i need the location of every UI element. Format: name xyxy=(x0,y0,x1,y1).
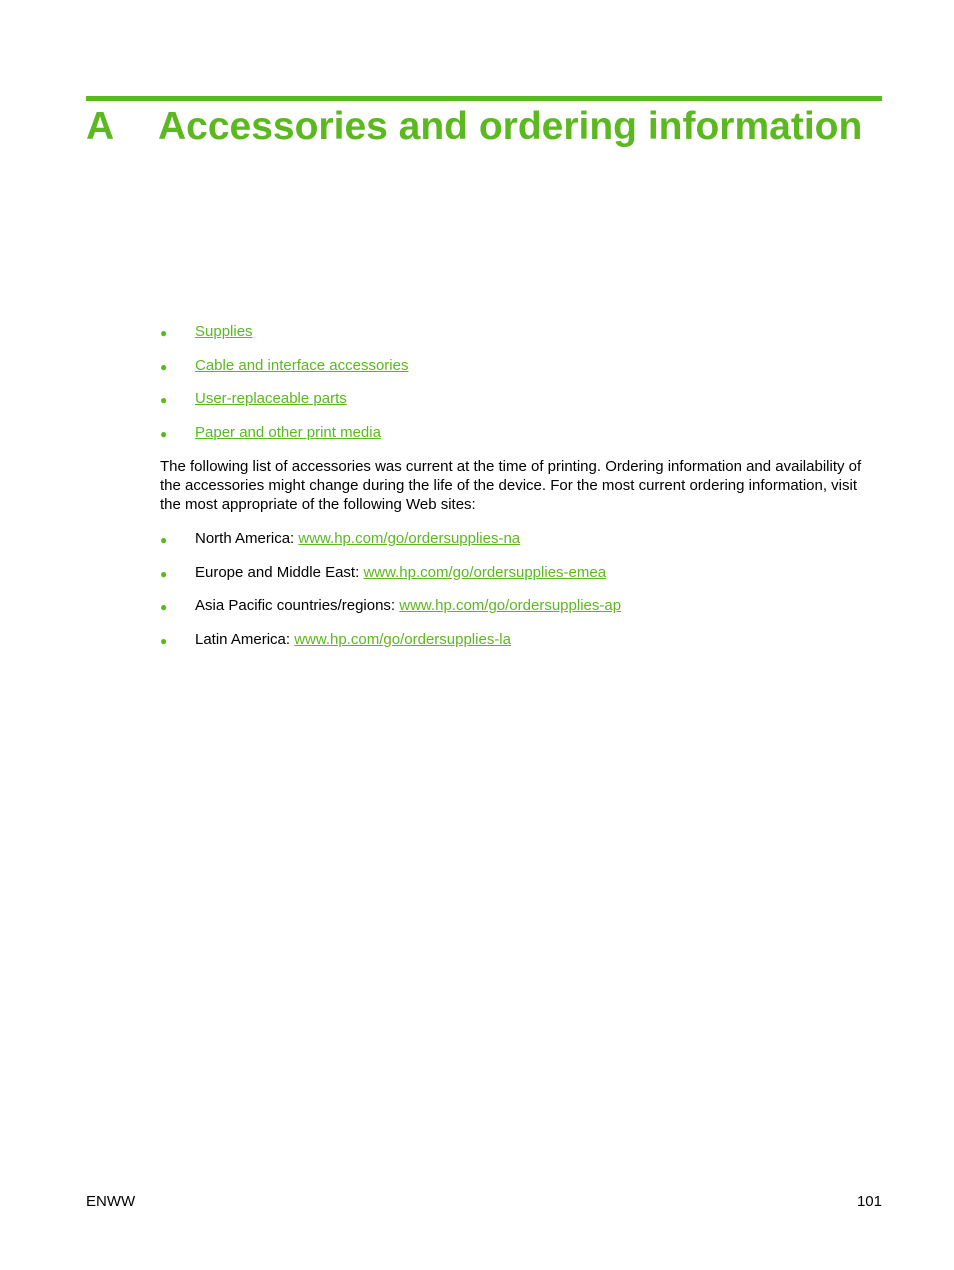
link-ordersupplies-emea[interactable]: www.hp.com/go/ordersupplies-emea xyxy=(363,563,607,581)
chapter-rule xyxy=(86,96,882,101)
list-item xyxy=(160,424,882,458)
region-label: Asia Pacific countries/regions: xyxy=(195,597,400,615)
bullet-icon: ● xyxy=(160,359,168,374)
link-user-replaceable-parts[interactable]: User-replaceable parts xyxy=(195,390,347,408)
topic-link-list xyxy=(160,323,882,458)
link-supplies[interactable]: Supplies xyxy=(195,323,253,340)
region-label: North America: xyxy=(195,530,299,547)
chapter-letter: A xyxy=(86,105,115,148)
list-item xyxy=(160,631,882,665)
list-item xyxy=(160,357,882,391)
bullet-icon: ● xyxy=(160,600,168,615)
bullet-icon: ● xyxy=(160,533,168,547)
region-label: Europe and Middle East: xyxy=(195,563,364,581)
bullet-icon: ● xyxy=(160,634,168,649)
link-paper-and-other-print-media[interactable]: Paper and other print media xyxy=(195,424,381,442)
region-entry xyxy=(195,597,621,615)
footer-doc-code: ENWW xyxy=(86,1193,136,1210)
bullet-icon: ● xyxy=(160,566,168,581)
footer-page-number: 101 xyxy=(856,1193,882,1210)
region-entry xyxy=(195,564,606,582)
list-item xyxy=(160,530,882,564)
chapter-title: Accessories and ordering information xyxy=(158,105,863,148)
link-ordersupplies-na[interactable]: www.hp.com/go/ordersupplies-na xyxy=(298,530,521,547)
link-ordersupplies-ap[interactable]: www.hp.com/go/ordersupplies-ap xyxy=(399,597,622,615)
link-cable-and-interface-accessories[interactable]: Cable and interface accessories xyxy=(195,356,409,374)
intro-paragraph: The following list of accessories was current at the time of printing. Ordering information and availability of the accessories might change during the life of the device. For the most current ordering information, visit the most appropriate of the following Web sites: xyxy=(160,458,862,513)
bullet-icon: ● xyxy=(160,427,168,442)
region-site-list xyxy=(160,530,882,665)
region-entry xyxy=(195,631,511,649)
list-item xyxy=(160,323,882,357)
bullet-icon: ● xyxy=(160,326,168,340)
region-entry xyxy=(195,530,520,548)
link-ordersupplies-la[interactable]: www.hp.com/go/ordersupplies-la xyxy=(294,631,511,649)
list-item xyxy=(160,390,882,424)
region-label: Latin America: xyxy=(195,631,295,649)
bullet-icon: ● xyxy=(160,393,168,408)
list-item xyxy=(160,597,882,631)
list-item xyxy=(160,564,882,598)
